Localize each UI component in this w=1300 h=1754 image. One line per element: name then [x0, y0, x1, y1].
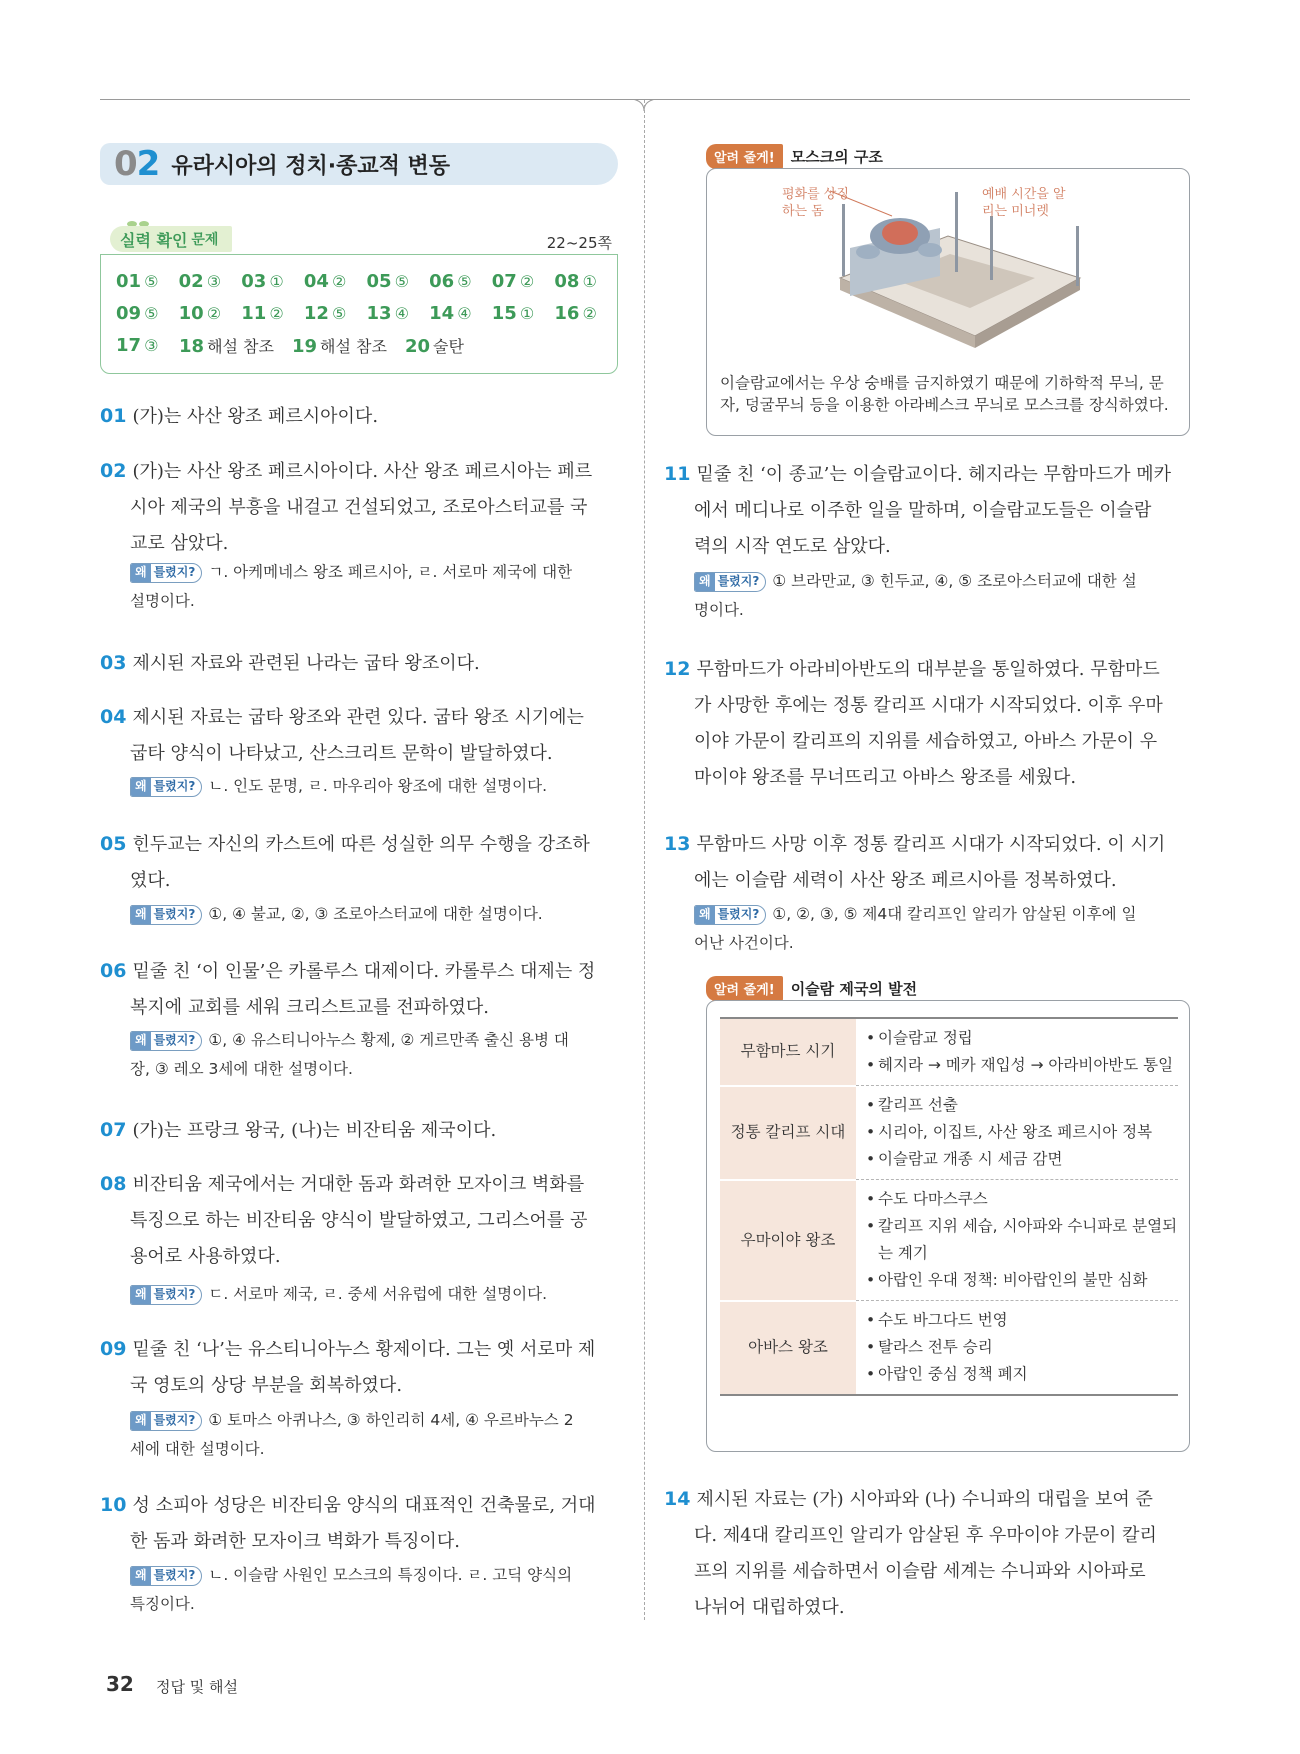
problem-line [100, 990, 620, 1026]
bullet-item [866, 1213, 1178, 1267]
why-wrong-badge [130, 905, 202, 925]
bullet-item [866, 1361, 1178, 1388]
problem-line [100, 526, 620, 562]
callout-line: 하는 돔 [782, 204, 824, 219]
why-wrong-04 [130, 772, 620, 801]
why-badge-text: 틀렸지? [153, 907, 196, 921]
answer-number: 17 [116, 334, 142, 356]
answer-number: 01 [116, 270, 142, 292]
problem-text: 굽타 양식이 나타났고, 산스크리트 문학이 발달하였다. [130, 743, 553, 764]
why-line [130, 1435, 620, 1464]
problem-number: 07 [100, 1119, 127, 1141]
problem-09 [100, 1331, 620, 1404]
answer-item [304, 303, 367, 324]
problem-line [100, 1112, 620, 1149]
problem-line [100, 1166, 620, 1203]
why-wrong-badge [694, 905, 766, 925]
answer-value: ⑤ [144, 303, 159, 323]
why-text: ① 브라만교, ③ 힌두교, ④, ⑤ 조로아스터교에 대한 설 [772, 572, 1137, 590]
answer-value: ② [206, 303, 222, 323]
table-row [720, 1086, 1178, 1180]
bullet-item [866, 1307, 1178, 1334]
why-line [130, 587, 620, 616]
problem-12 [664, 651, 1192, 796]
problem-line [100, 736, 620, 772]
why-line [130, 772, 620, 801]
answer-value: ⑤ [144, 271, 159, 291]
why-text: 장, ③ 레오 3세에 대한 설명이다. [130, 1060, 353, 1078]
bullet-dot: • [866, 1150, 876, 1168]
problem-text: 용어로 사용하였다. [130, 1246, 281, 1267]
problem-11 [664, 456, 1192, 565]
problem-line [100, 645, 620, 682]
why-line [694, 900, 1190, 929]
page-reference: 22~25쪽 [546, 234, 612, 252]
bullet-text: 이슬람교 개종 시 세금 감면 [878, 1150, 1063, 1168]
problem-text: 특징으로 하는 비잔티움 양식이 발달하였고, 그리스어를 공 [130, 1210, 588, 1231]
problem-text: 마이야 왕조를 무너뜨리고 아바스 왕조를 세웠다. [694, 767, 1077, 788]
problem-line [664, 760, 1192, 796]
problem-text: 제시된 자료는 굽타 왕조와 관련 있다. 굽타 왕조 시기에는 [132, 707, 584, 728]
answer-item [429, 303, 492, 324]
bullet-dot: • [866, 1217, 876, 1235]
islam-empire-table [720, 1017, 1178, 1396]
callout-line: 예배 시간을 알 [982, 187, 1066, 202]
why-line [130, 1590, 620, 1619]
items-cell [856, 1086, 1178, 1180]
why-wrong-10 [130, 1561, 620, 1619]
answer-value: ① [269, 271, 284, 291]
bullet-text: 아랍인 우대 정책: 비아랍인의 불만 심화 [878, 1271, 1148, 1289]
why-badge-text: 틀렸지? [153, 1568, 196, 1582]
why-text: ① 토마스 아퀴나스, ③ 하인리히 4세, ④ 우르바누스 2 [208, 1411, 574, 1429]
answer-value: ② [331, 271, 347, 291]
problem-text: 성 소피아 성당은 비잔티움 양식의 대표적인 건축물로, 거대 [132, 1495, 596, 1516]
bullet-dot: • [866, 1056, 876, 1074]
bullet-item [866, 1052, 1178, 1079]
problem-line [100, 1203, 620, 1239]
problem-number: 04 [100, 706, 127, 728]
bullet-text: 시리아, 이집트, 사산 왕조 페르시아 정복 [878, 1123, 1153, 1141]
problem-line [664, 724, 1192, 760]
why-wrong-badge [130, 1566, 202, 1586]
why-wrong-09 [130, 1406, 620, 1464]
problem-text: 가 사망한 후에는 정통 칼리프 시대가 시작되었다. 이후 우마 [694, 695, 1163, 716]
answer-item [116, 271, 179, 292]
problem-number: 11 [664, 463, 691, 485]
problem-line [664, 1590, 1192, 1626]
problem-number: 08 [100, 1173, 127, 1195]
problem-number: 14 [664, 1488, 691, 1510]
answer-row [116, 297, 617, 329]
problem-text: 무함마드가 아라비아반도의 대부분을 통일하였다. 무함마드 [696, 659, 1160, 680]
why-wrong-05 [130, 900, 620, 929]
why-text: 설명이다. [130, 592, 195, 610]
why-text: 세에 대한 설명이다. [130, 1440, 265, 1458]
problem-line [664, 456, 1192, 493]
bullet-item [866, 1267, 1178, 1294]
why-text: 어난 사건이다. [694, 934, 794, 952]
items-cell [856, 1180, 1178, 1301]
why-badge-mark: 왜 [695, 573, 715, 591]
answer-value: ⑤ [394, 271, 409, 291]
answer-value: ⑤ [457, 271, 472, 291]
answer-item [179, 334, 274, 357]
problem-text: 밑줄 친 ‘이 종교’는 이슬람교이다. 헤지라는 무함마드가 메카 [696, 464, 1171, 485]
problem-line [100, 953, 620, 990]
answer-item [304, 271, 367, 292]
why-line [130, 1561, 620, 1590]
problem-line [664, 863, 1192, 899]
problem-line [100, 1331, 620, 1368]
problem-text: 국 영토의 상당 부분을 회복하였다. [130, 1375, 403, 1396]
table-row [720, 1018, 1178, 1086]
answer-number: 12 [303, 302, 329, 324]
problem-08 [100, 1166, 620, 1275]
answer-item [554, 271, 617, 292]
section-number: 02 [114, 144, 160, 184]
why-wrong-11 [694, 567, 1190, 625]
answer-item [429, 271, 492, 292]
why-wrong-badge [130, 777, 202, 797]
why-wrong-06 [130, 1026, 620, 1084]
mosque-tip-label: 알려 줄게! 모스크의 구조 [706, 144, 883, 169]
answer-number: 05 [366, 270, 392, 292]
answer-number: 04 [303, 270, 329, 292]
answer-item [405, 334, 464, 357]
bullet-dot: • [866, 1311, 876, 1329]
why-badge-mark: 왜 [131, 1286, 151, 1304]
why-wrong-badge [130, 1285, 202, 1305]
table-row [720, 1301, 1178, 1396]
problem-line [100, 826, 620, 863]
problem-line [664, 1518, 1192, 1554]
problem-line [100, 398, 620, 435]
answer-number: 03 [241, 270, 267, 292]
answer-number: 13 [366, 302, 392, 324]
bullet-dot: • [866, 1190, 876, 1208]
why-line [130, 1055, 620, 1084]
why-wrong-badge [694, 572, 766, 592]
why-text: 특징이다. [130, 1595, 195, 1613]
why-badge-text: 틀렸지? [153, 565, 196, 579]
answer-item [116, 335, 179, 356]
bullet-item [866, 1092, 1178, 1119]
why-text: ①, ④ 불교, ②, ③ 조로아스터교에 대한 설명이다. [208, 905, 543, 923]
answer-item [241, 271, 304, 292]
answer-number: 18 [179, 335, 205, 357]
problem-line [100, 699, 620, 736]
why-text: ㄴ. 이슬람 사원인 모스크의 특징이다. ㄹ. 고딕 양식의 [208, 1566, 573, 1584]
problem-number: 10 [100, 1494, 127, 1516]
problem-number: 09 [100, 1338, 127, 1360]
problem-03 [100, 645, 620, 682]
problem-text: 나뉘어 대립하였다. [694, 1597, 845, 1618]
problem-text: 시아 제국의 부흥을 내걸고 건설되었고, 조로아스터교를 국 [130, 497, 588, 518]
problem-02 [100, 453, 620, 562]
why-line [694, 567, 1190, 596]
answer-value: ② [582, 303, 597, 323]
problem-text: 에는 이슬람 세력이 사산 왕조 페르시아를 정복하였다. [694, 870, 1117, 891]
why-line [694, 596, 1190, 625]
table-row [720, 1180, 1178, 1301]
problem-text: 교로 삼았다. [130, 533, 229, 554]
problem-line [100, 1368, 620, 1404]
bullet-item [866, 1119, 1178, 1146]
answer-number: 02 [178, 270, 204, 292]
bullet-item [866, 1146, 1178, 1173]
why-badge-text: 틀렸지? [153, 1287, 196, 1301]
problem-line [664, 651, 1192, 688]
answer-item [241, 303, 304, 324]
period-cell: 무함마드 시기 [720, 1018, 856, 1086]
callout-line: 평화를 상징 [782, 187, 849, 202]
answer-number: 14 [429, 302, 455, 324]
why-badge-text: 틀렸지? [153, 1413, 196, 1427]
why-line [130, 1406, 620, 1435]
why-text: ㄴ. 인도 문명, ㄹ. 마우리아 왕조에 대한 설명이다. [208, 777, 548, 795]
answer-value: ③ [144, 335, 159, 355]
problem-line [100, 1487, 620, 1524]
why-text: ㄱ. 아케메네스 왕조 페르시아, ㄹ. 서로마 제국에 대한 [208, 563, 573, 581]
problem-text: 에서 메디나로 이주한 일을 말하며, 이슬람교도들은 이슬람 [694, 500, 1152, 521]
bullet-dot: • [866, 1271, 876, 1289]
period-cell: 아바스 왕조 [720, 1301, 856, 1396]
answer-item [367, 271, 430, 292]
problem-number: 12 [664, 658, 691, 680]
bullet-text: 아랍인 중심 정책 폐지 [878, 1365, 1028, 1383]
problem-text: 프의 지위를 세습하면서 이슬람 세계는 수니파와 시아파로 [694, 1561, 1146, 1582]
section-title: 유라시아의 정치·종교적 변동 [171, 153, 451, 179]
problem-text: 힌두교는 자신의 카스트에 따른 성실한 의무 수행을 강조하 [132, 834, 590, 855]
answer-number: 11 [241, 302, 267, 324]
bullet-text: 수도 바그다드 번영 [878, 1311, 1008, 1329]
answer-item [179, 303, 242, 324]
why-wrong-badge [130, 1411, 202, 1431]
why-badge-text: 틀렸지? [717, 907, 760, 921]
problem-01 [100, 398, 620, 435]
answer-number: 06 [429, 270, 455, 292]
problem-line [100, 1239, 620, 1275]
bullet-dot: • [866, 1338, 876, 1356]
problem-text: 였다. [130, 870, 171, 891]
answer-item [492, 271, 555, 292]
answer-value: ⑤ [331, 303, 347, 323]
why-line [130, 558, 620, 587]
section-header [100, 143, 618, 185]
problem-line [664, 826, 1192, 863]
problem-number: 03 [100, 652, 127, 674]
answer-item [367, 303, 430, 324]
bullet-text: 칼리프 선출 [878, 1096, 958, 1114]
problem-07 [100, 1112, 620, 1149]
answer-number: 19 [291, 335, 318, 357]
why-wrong-02 [130, 558, 620, 616]
why-badge-mark: 왜 [695, 906, 715, 924]
problem-text: 한 돔과 화려한 모자이크 벽화가 특징이다. [130, 1531, 460, 1552]
bullet-dot: • [866, 1029, 876, 1047]
answer-value: ① [582, 271, 597, 291]
why-badge-mark: 왜 [131, 1412, 151, 1430]
problem-text: 밑줄 친 ‘이 인물’은 카롤루스 대제이다. 카롤루스 대제는 정 [132, 961, 596, 982]
why-badge-text: 틀렸지? [717, 574, 760, 588]
why-wrong-13 [694, 900, 1190, 958]
bullet-text: 탈라스 전투 승리 [878, 1338, 993, 1356]
answer-check-label: 실력 확인 문제 [110, 226, 232, 252]
problem-text: 력의 시작 연도로 삼았다. [694, 536, 891, 557]
answer-number: 08 [554, 270, 580, 292]
why-badge-text: 틀렸지? [153, 779, 196, 793]
problem-line [100, 453, 620, 490]
answer-item [292, 334, 387, 357]
bullet-item [866, 1186, 1178, 1213]
answer-value: ③ [206, 271, 222, 291]
answer-number: 10 [178, 302, 204, 324]
period-cell: 정통 칼리프 시대 [720, 1086, 856, 1180]
why-badge-mark: 왜 [131, 1567, 151, 1585]
bullet-dot: • [866, 1123, 876, 1141]
answer-value: ② [519, 271, 535, 291]
problem-text: 밑줄 친 ‘나’는 유스티니아누스 황제이다. 그는 옛 서로마 제 [132, 1339, 596, 1360]
answer-value: 술탄 [433, 336, 464, 356]
bullet-text: 헤지라 → 메카 재입성 → 아라비아반도 통일 [878, 1056, 1174, 1074]
islam-tip-label: 알려 줄게! 이슬람 제국의 발전 [706, 976, 917, 1001]
why-wrong-08 [130, 1280, 620, 1309]
bullet-item [866, 1025, 1178, 1052]
why-badge-mark: 왜 [131, 906, 151, 924]
problem-line [100, 490, 620, 526]
problem-line [664, 493, 1192, 529]
problem-number: 05 [100, 833, 127, 855]
column-divider [644, 100, 645, 1620]
problem-06 [100, 953, 620, 1026]
problem-text: 이야 가문이 칼리프의 지위를 세습하였고, 아바스 가문이 우 [694, 731, 1158, 752]
bullet-text: 이슬람교 정립 [878, 1029, 973, 1047]
bullet-dot: • [866, 1365, 876, 1383]
problem-text: 비잔티움 제국에서는 거대한 돔과 화려한 모자이크 벽화를 [132, 1174, 585, 1195]
items-cell [856, 1301, 1178, 1396]
problem-line [100, 863, 620, 899]
why-line [130, 1026, 620, 1055]
answer-row [116, 329, 617, 361]
bullet-dot: • [866, 1096, 876, 1114]
problem-text: 복지에 교회를 세워 크리스트교를 전파하였다. [130, 997, 489, 1018]
answer-item [554, 303, 617, 324]
problem-line [664, 1554, 1192, 1590]
problem-number: 13 [664, 833, 691, 855]
problem-number: 02 [100, 460, 127, 482]
answer-item [492, 303, 555, 324]
bullet-item [866, 1334, 1178, 1361]
why-text: ①, ④ 유스티니아누스 황제, ② 게르만족 출신 용병 대 [208, 1031, 569, 1049]
answer-row [116, 265, 617, 297]
answer-number: 16 [554, 302, 580, 324]
answer-value: ② [269, 303, 284, 323]
problem-10 [100, 1487, 620, 1560]
why-wrong-badge [130, 563, 202, 583]
why-line [694, 929, 1190, 958]
why-wrong-badge [130, 1031, 202, 1051]
problem-line [664, 1481, 1192, 1518]
answer-value: ④ [457, 303, 472, 323]
mosque-caption: 이슬람교에서는 우상 숭배를 금지하였기 때문에 기하학적 무늬, 문자, 덩굴무늬 등을 이용한 아라베스크 무늬로 모스크를 장식하였다. [720, 374, 1169, 414]
problem-05 [100, 826, 620, 899]
why-badge-text: 틀렸지? [153, 1033, 196, 1047]
problem-text: 제시된 자료와 관련된 나라는 굽타 왕조이다. [132, 653, 480, 674]
problem-text: 다. 제4대 칼리프인 알리가 암살된 후 우마이야 가문이 칼리 [694, 1525, 1157, 1546]
callout-line: 리는 미너렛 [982, 204, 1049, 219]
why-badge-mark: 왜 [131, 1032, 151, 1050]
problem-text: 무함마드 사망 이후 정통 칼리프 시대가 시작되었다. 이 시기 [696, 834, 1166, 855]
problem-text: (가)는 사산 왕조 페르시아이다. [132, 406, 379, 427]
page-number: 32 [106, 1672, 134, 1696]
answer-number: 09 [116, 302, 142, 324]
answer-value: ④ [394, 303, 409, 323]
answer-value: ① [519, 303, 535, 323]
problem-text: 제시된 자료는 (가) 시아파와 (나) 수니파의 대립을 보여 준 [696, 1489, 1153, 1510]
footer-label: 정답 및 해설 [156, 1678, 238, 1696]
answer-value: 해설 참조 [207, 336, 274, 356]
answer-value: 해설 참조 [320, 336, 387, 356]
problem-13 [664, 826, 1192, 899]
problem-14 [664, 1481, 1192, 1626]
problem-line [664, 688, 1192, 724]
why-text: ①, ②, ③, ⑤ 제4대 칼리프인 알리가 암살된 이후에 일 [772, 905, 1137, 923]
why-text: 명이다. [694, 601, 744, 619]
why-line [130, 900, 620, 929]
answer-item [179, 271, 242, 292]
why-line [130, 1280, 620, 1309]
answer-item [116, 303, 179, 324]
answer-number: 15 [491, 302, 517, 324]
why-badge-mark: 왜 [131, 778, 151, 796]
bullet-text: 칼리프 지위 세습, 시아파와 수니파로 분열되는 계기 [878, 1217, 1178, 1262]
answer-number: 07 [491, 270, 517, 292]
why-text: ㄷ. 서로마 제국, ㄹ. 중세 서유럽에 대한 설명이다. [208, 1285, 548, 1303]
period-cell: 우마이야 왕조 [720, 1180, 856, 1301]
problem-text: (가)는 프랑크 왕국, (나)는 비잔티움 제국이다. [132, 1120, 497, 1141]
why-badge-mark: 왜 [131, 564, 151, 582]
problem-04 [100, 699, 620, 772]
dome-callout [782, 186, 849, 220]
problem-number: 06 [100, 960, 127, 982]
answer-grid [100, 254, 618, 374]
problem-text: (가)는 사산 왕조 페르시아이다. 사산 왕조 페르시아는 페르 [132, 461, 593, 482]
items-cell [856, 1018, 1178, 1086]
problem-line [100, 1524, 620, 1560]
problem-line [664, 529, 1192, 565]
problem-number: 01 [100, 405, 127, 427]
minaret-callout [982, 186, 1066, 220]
bullet-text: 수도 다마스쿠스 [878, 1190, 988, 1208]
answer-number: 20 [404, 335, 431, 357]
